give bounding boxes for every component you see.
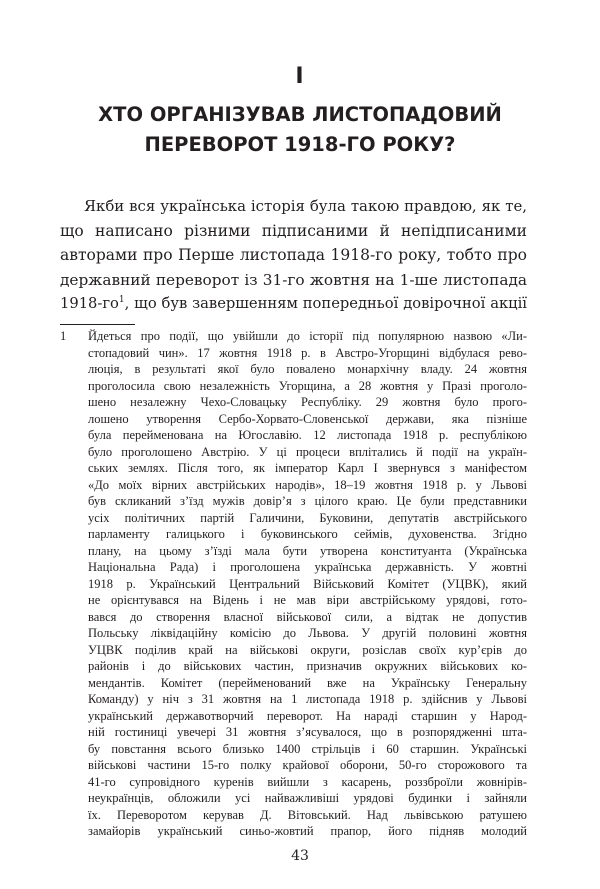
body-line: що написано різними підписаними й непідписаними bbox=[60, 221, 527, 240]
footnote-line: їх. Переворотом керував Д. Вітовський. Над львівською ратушею bbox=[88, 807, 527, 822]
footnote-line: вався до створення власної військової сили, а відтак не допустив bbox=[88, 609, 527, 624]
chapter-title-line: ХТО ОРГАНІЗУВАВ ЛИСТОПАДОВИЙ bbox=[98, 103, 502, 126]
footnote-line: 1918 р. Український Центральний Військовий Комітет (УЦВК), який bbox=[88, 576, 527, 591]
footnote-line: Йдеться про події, що увійшли до історії під популярною назвою «Ли- bbox=[88, 329, 527, 343]
footnote-line: ських землях. Після того, як імператор Карл І звернувся з маніфестом bbox=[88, 461, 527, 475]
footnote-line: проголосила свою незалежність Угорщина, а 28 жовтня у Празі проголо- bbox=[88, 378, 527, 393]
footnote-line: не орієнтувався на Відень і не мав віри австрійському урядові, гото- bbox=[88, 593, 527, 607]
footnote-line: плану, на цьому з’їзді мала бути утворена конституанта (Українська bbox=[88, 543, 527, 558]
footnote-line: парламенту галицького і буковинського сеймів, духовенства. Згідно bbox=[88, 527, 527, 541]
body-line-end: , що був завершенням попередньої довірочної акції bbox=[124, 295, 527, 312]
body-line-start: 1918-го bbox=[60, 295, 119, 312]
footnote-line: лошено утворення Сербо-Хорвато-Словенської держави, яка пізніше bbox=[88, 411, 527, 426]
footnote-line: замайорів український синьо-жовтий прапор, його підняв молодий bbox=[88, 824, 527, 838]
footnote-line: ній гостиниці увечері 31 жовтня з’ясувалося, що в розпорядженні шта- bbox=[88, 725, 527, 739]
footnote-line: усіх політичних партій Галичини, Буковини, депутатів австрійського bbox=[88, 510, 527, 525]
chapter-title bbox=[40, 100, 560, 160]
footnote-line: 41-го супровідного куренів вийшли з касарень, роззброїли жовнірів- bbox=[88, 774, 527, 789]
footnote-line: УЦВК поділив край на військові округи, розіслав своїх кур’єрів до bbox=[88, 642, 527, 657]
footnote-line: Команду) у ніч з 31 жовтня на 1 листопада 1918 р. здійснив у Львові bbox=[88, 692, 527, 706]
footnote-line: було проголошено Австрію. У ці процеси вплітались й події на україн- bbox=[88, 444, 527, 459]
footnote-line: була перейменована на Югославію. 12 листопада 1918 р. республікою bbox=[88, 428, 527, 442]
footnote-line: Національна Рада) і проголошена українська державність. У жовтні bbox=[88, 560, 527, 574]
body-line: авторами про Перше листопада 1918-го року, тобто про bbox=[60, 246, 527, 264]
chapter-title-line: ПЕРЕВОРОТ 1918-ГО РОКУ? bbox=[144, 133, 456, 156]
footnote-number: 1 bbox=[60, 329, 67, 343]
footnote-line: неукраїнців, обложили усі найважливіші урядові будинки і зайняли bbox=[88, 791, 527, 805]
footnote-line: районів і до військових частин, призначив окружних військових ко- bbox=[88, 659, 527, 673]
footnote-separator bbox=[60, 324, 135, 325]
footnote-body bbox=[88, 328, 527, 840]
footnote-line: стопадовий чин». 17 жовтня 1918 р. в Австро-Угорщині відбулася рево- bbox=[88, 345, 527, 360]
footnote-line: мендантів. Комітет (перейменований вже на Українську Генеральну bbox=[88, 675, 527, 690]
body-line bbox=[60, 292, 527, 317]
body-line: Якби вся українська історія була такою правдою, як те, bbox=[84, 197, 527, 215]
footnote-line: військові частини 15-го полку крайової оборони, 50-го сторожового та bbox=[88, 758, 527, 772]
footnote-line: Польську ліквідаційну комісію до Львова. У другій половині жовтня bbox=[88, 626, 527, 640]
page-number: 43 bbox=[291, 848, 309, 864]
chapter-number: I bbox=[295, 64, 305, 89]
footnote-reference[interactable]: 1 bbox=[118, 295, 125, 305]
footnote-line: був скликаний з’їзд мужів довір’я з цілого краю. Це були представники bbox=[88, 494, 527, 508]
footnote-line: люція, в результаті якої було повалено монархічну владу. 24 жовтня bbox=[88, 362, 527, 376]
footnote-line: український державотворчий переворот. На нараді старшин у Народ- bbox=[88, 708, 527, 723]
footnote-line: шено незалежну Чехо-Словацьку Республіку. 29 жовтня було прого- bbox=[88, 395, 527, 409]
footnote-line: «До моїх вірних австрійських народів», 18–19 жовтня 1918 р. у Львові bbox=[88, 477, 527, 492]
footnote-line: бу повстання всього близько 1400 стрільців і 60 старшин. Українські bbox=[88, 741, 527, 756]
body-line: державний переворот із 31-го жовтня на 1-ше листопада bbox=[60, 270, 527, 289]
body-paragraph bbox=[60, 194, 527, 317]
